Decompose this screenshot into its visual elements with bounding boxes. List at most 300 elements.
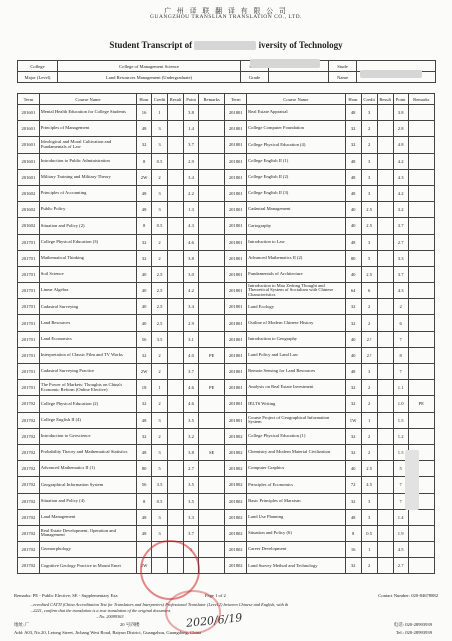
- cell-point: 3.7: [393, 266, 408, 282]
- cell-result: [168, 412, 184, 428]
- cell-term: 201701: [18, 266, 40, 282]
- cell-point: 1.5: [393, 412, 408, 428]
- cell-result: [168, 347, 184, 363]
- cell-term: 201802: [225, 477, 247, 493]
- cell-course-name: Chemistry and Modern Material Civilization: [247, 444, 346, 460]
- cell-credit: 2.!: [361, 331, 377, 347]
- cell-hour: 32: [137, 234, 152, 250]
- cell-credit: 2: [152, 347, 168, 363]
- cell-remarks: [408, 347, 434, 363]
- table-row: [18, 412, 435, 428]
- cell-term: 201601: [18, 169, 40, 185]
- cell-remarks: [408, 525, 434, 541]
- col-header: Course Name: [247, 94, 346, 105]
- cell-term: 201802: [225, 444, 247, 460]
- cell-credit: 3: [152, 121, 168, 137]
- table-row: [18, 266, 435, 282]
- cell-result: [168, 461, 184, 477]
- cell-course-name: College English II (4): [39, 412, 136, 428]
- table-row: [18, 315, 435, 331]
- cell-credit: 2: [361, 558, 377, 574]
- cell-hour: 48: [345, 234, 361, 250]
- cell-credit: 1: [361, 542, 377, 558]
- contact-number: Contact Number: 020-84678882: [378, 593, 438, 598]
- table-row: [18, 364, 435, 380]
- cell-remarks: [198, 461, 224, 477]
- cell-point: 4.6: [184, 234, 199, 250]
- cell-point: 4.3: [393, 283, 408, 299]
- cell-course-name: College Physical Education (4): [247, 137, 346, 153]
- cell-result: [377, 169, 393, 185]
- cell-hour: 48: [137, 444, 152, 460]
- cell-credit: 4.5: [361, 477, 377, 493]
- cell-term: 201801: [225, 169, 247, 185]
- cell-result: [168, 380, 184, 396]
- cell-term: 201801: [225, 250, 247, 266]
- cell-course-name: The Power of Markets: Thoughts on China's Economic Reform (Online Elective): [39, 380, 136, 396]
- cell-credit: 3: [152, 509, 168, 525]
- redaction-block: [250, 59, 320, 68]
- cell-result: [168, 202, 184, 218]
- company-name-cn: 广 州 译 联 翻 译 有 限 公 司: [164, 7, 288, 15]
- cell-remarks: [198, 315, 224, 331]
- cell-result: [377, 542, 393, 558]
- cell-point: 4.6: [184, 380, 199, 396]
- col-header: Credit: [152, 94, 168, 105]
- cell-term: 201701: [18, 299, 40, 315]
- cell-course-name: Interpretation of Classic Film and TV Works: [39, 347, 136, 363]
- remarks-text: Remarks: PE - Public Elective; SE - Supplementary Exa: [14, 593, 118, 598]
- table-row: [18, 461, 435, 477]
- cell-point: 4.2: [393, 185, 408, 201]
- col-header: Hour: [345, 94, 361, 105]
- table-row: [18, 202, 435, 218]
- cell-remarks: [408, 428, 434, 444]
- cell-hour: 40: [137, 266, 152, 282]
- cell-hour: 32: [137, 428, 152, 444]
- certification-line-1: ...ecredited CATTI (China Accreditation Test for Translators and Interpreters) Professional Translator (Level 2) between Chinese and English, with th: [30, 602, 289, 607]
- cell-course-name: Introduction to Mao Zedong Thought and Theoretical System of Socialism with Chinese Characteristics: [247, 283, 346, 299]
- address-cn-tail: 20 号四楼: [120, 622, 140, 627]
- cell-result: [168, 137, 184, 153]
- cell-term: 201702: [18, 428, 40, 444]
- cell-point: 3.5: [184, 412, 199, 428]
- cell-term: 201801: [225, 396, 247, 412]
- major-value: Land Resources Management (Undergraduate): [58, 72, 241, 83]
- cell-hour: 72: [345, 477, 361, 493]
- cell-hour: 2W: [137, 364, 152, 380]
- cell-point: 2.7: [393, 558, 408, 574]
- cell-hour: 32: [137, 396, 152, 412]
- col-header: Point: [184, 94, 199, 105]
- cell-remarks: PE: [198, 380, 224, 396]
- cell-course-name: IELTS Writing: [247, 396, 346, 412]
- table-row: [18, 153, 435, 169]
- cell-credit: 6: [361, 283, 377, 299]
- cell-remarks: [198, 396, 224, 412]
- cell-term: 201702: [18, 412, 40, 428]
- cell-result: [377, 250, 393, 266]
- cell-credit: 2: [152, 234, 168, 250]
- cell-point: 8: [393, 347, 408, 363]
- grade-value: [269, 72, 329, 83]
- cell-course-name: Analysis on Real Estate Investment: [247, 380, 346, 396]
- cell-result: [377, 105, 393, 121]
- cell-credit: 3: [361, 185, 377, 201]
- cell-hour: 40: [137, 283, 152, 299]
- cell-remarks: [198, 218, 224, 234]
- cell-credit: 2: [361, 444, 377, 460]
- cell-course-name: Principles of Economics: [247, 477, 346, 493]
- cell-term: 201701: [18, 347, 40, 363]
- cell-hour: 32: [345, 396, 361, 412]
- cell-term: 201801: [225, 218, 247, 234]
- cell-credit: 3: [152, 202, 168, 218]
- cell-result: [377, 137, 393, 153]
- cell-result: [377, 331, 393, 347]
- cell-term: 201801: [225, 202, 247, 218]
- cell-credit: 2: [152, 396, 168, 412]
- cell-credit: 3: [152, 444, 168, 460]
- cell-remarks: [198, 428, 224, 444]
- cell-point: 5: [393, 461, 408, 477]
- title-left: Student Transcript of: [109, 40, 193, 50]
- cell-credit: 3: [361, 234, 377, 250]
- cell-course-name: Land Survey Method and Technology: [247, 558, 346, 574]
- cell-point: 6: [393, 315, 408, 331]
- cell-term: 201801: [225, 299, 247, 315]
- certification-line-2: ...2221, confirm that the translation is a true translation of the original document.: [30, 608, 171, 613]
- cell-remarks: [198, 542, 224, 558]
- cell-remarks: [408, 169, 434, 185]
- cell-hour: 56: [137, 477, 152, 493]
- cell-term: 201801: [225, 153, 247, 169]
- cell-result: [168, 364, 184, 380]
- cell-remarks: [408, 412, 434, 428]
- cell-course-name: Land Economics: [39, 331, 136, 347]
- cell-credit: 3: [361, 169, 377, 185]
- document-title: [0, 40, 452, 50]
- cell-remarks: [198, 137, 224, 153]
- cell-result: [377, 412, 393, 428]
- col-header: Point: [393, 94, 408, 105]
- cell-course-name: Probability Theory and Mathematical Statistics: [39, 444, 136, 460]
- cell-remarks: [408, 202, 434, 218]
- cell-term: 201802: [225, 461, 247, 477]
- cell-remarks: [408, 218, 434, 234]
- cell-term: 201602: [18, 202, 40, 218]
- cell-hour: 32: [137, 137, 152, 153]
- cell-course-name: Cadastral Surveying Practice: [39, 364, 136, 380]
- cell-term: 201802: [225, 558, 247, 574]
- cell-course-name: Introduction to Public Administration: [39, 153, 136, 169]
- cell-hour: 40: [345, 347, 361, 363]
- cell-term: 201702: [18, 461, 40, 477]
- cell-course-name: Linear Algebra: [39, 283, 136, 299]
- cell-term: 201802: [225, 493, 247, 509]
- cell-term: 201701: [18, 234, 40, 250]
- table-row: [18, 218, 435, 234]
- signature-date: 2020/6/19: [185, 611, 243, 630]
- cell-hour: 48: [137, 121, 152, 137]
- cell-result: [377, 558, 393, 574]
- cell-hour: 8: [345, 525, 361, 541]
- cell-result: [168, 396, 184, 412]
- cell-hour: 32: [137, 347, 152, 363]
- cell-point: 2.7: [393, 234, 408, 250]
- cell-credit: 3: [361, 105, 377, 121]
- cell-term: 201801: [225, 121, 247, 137]
- cell-hour: 48: [345, 185, 361, 201]
- cell-point: 1.4: [184, 121, 199, 137]
- cell-hour: 64: [345, 283, 361, 299]
- table-row: [18, 444, 435, 460]
- cell-result: [377, 525, 393, 541]
- cell-point: 4.0: [184, 347, 199, 363]
- cell-term: 201801: [225, 347, 247, 363]
- cell-hour: 48: [345, 509, 361, 525]
- cell-result: [168, 283, 184, 299]
- cell-result: [377, 121, 393, 137]
- cell-hour: 16: [345, 542, 361, 558]
- cell-term: 201601: [18, 105, 40, 121]
- major-label: Major (Level): [18, 72, 58, 83]
- cell-term: 201701: [18, 380, 40, 396]
- cell-credit: 3: [361, 364, 377, 380]
- cell-hour: 48: [137, 509, 152, 525]
- cell-course-name: College Physical Education (1): [247, 428, 346, 444]
- cell-course-name: Cadastral Surveying: [39, 299, 136, 315]
- cell-result: [168, 218, 184, 234]
- cell-point: 2.9: [184, 315, 199, 331]
- cell-term: 201802: [225, 428, 247, 444]
- cell-hour: 48: [345, 364, 361, 380]
- cell-result: [168, 234, 184, 250]
- table-header-row: [18, 94, 435, 105]
- telephone-cn: 电话: 020-28993939: [393, 622, 432, 627]
- cell-point: 3.4: [184, 169, 199, 185]
- cell-point: 4.6: [184, 396, 199, 412]
- cell-point: 3.7: [184, 525, 199, 541]
- cell-result: [377, 202, 393, 218]
- cell-remarks: PE: [408, 396, 434, 412]
- certification-line-3: ...No. 20099363: [96, 614, 124, 619]
- cell-hour: 32: [345, 137, 361, 153]
- cell-term: 201801: [225, 331, 247, 347]
- table-row: [18, 509, 435, 525]
- cell-term: 201801: [225, 234, 247, 250]
- cell-credit: 0.5: [152, 153, 168, 169]
- cell-course-name: Computer Graphics: [247, 461, 346, 477]
- cell-term: 201701: [18, 364, 40, 380]
- cell-credit: 2.5: [361, 461, 377, 477]
- cell-remarks: [198, 364, 224, 380]
- col-header: Term: [225, 94, 247, 105]
- cell-credit: 0.5: [152, 493, 168, 509]
- cell-hour: 48: [137, 525, 152, 541]
- redaction-block: [360, 70, 422, 78]
- cell-credit: 3.5: [152, 331, 168, 347]
- redaction-block: [194, 41, 256, 50]
- cell-credit: 3.5: [152, 477, 168, 493]
- cell-course-name: Geomorphology: [39, 542, 136, 558]
- cell-remarks: [198, 558, 224, 574]
- cell-hour: 16: [137, 105, 152, 121]
- cell-point: 4.3: [393, 169, 408, 185]
- cell-point: 3.2: [184, 428, 199, 444]
- cell-remarks: [198, 331, 224, 347]
- cell-point: 7: [393, 477, 408, 493]
- cell-remarks: [408, 234, 434, 250]
- redaction-block: [405, 450, 419, 510]
- cell-term: 201802: [225, 525, 247, 541]
- cell-course-name: Real Estate Appraisal: [247, 105, 346, 121]
- cell-credit: 2.5: [152, 266, 168, 282]
- page-number: Page 1 of 2: [205, 593, 226, 598]
- cell-hour: 40: [345, 266, 361, 282]
- cell-credit: 2: [152, 428, 168, 444]
- cell-point: 3.7: [184, 364, 199, 380]
- grade-label: Grade: [241, 72, 269, 83]
- college-label: College: [18, 61, 58, 72]
- cell-term: 201701: [18, 250, 40, 266]
- cell-course-name: Situation and Policy (4): [39, 493, 136, 509]
- col-header: Hour: [137, 94, 152, 105]
- cell-hour: 8: [137, 153, 152, 169]
- cell-remarks: SE: [198, 444, 224, 460]
- cell-result: [168, 185, 184, 201]
- cell-remarks: [408, 542, 434, 558]
- course-table: [17, 93, 435, 574]
- cell-credit: 2.5: [152, 315, 168, 331]
- cell-credit: 2: [152, 364, 168, 380]
- cell-term: 201701: [18, 283, 40, 299]
- cell-remarks: [198, 525, 224, 541]
- cell-course-name: Principles of Management: [39, 121, 136, 137]
- cell-course-name: Basic Principles of Marxism: [247, 493, 346, 509]
- cell-remarks: [198, 234, 224, 250]
- cell-credit: 2.5: [361, 266, 377, 282]
- col-header: Remarks: [198, 94, 224, 105]
- cell-point: 3.5: [184, 493, 199, 509]
- cell-course-name: Remote Sensing for Land Resources: [247, 364, 346, 380]
- cell-hour: 2W: [137, 169, 152, 185]
- cell-hour: 48: [345, 169, 361, 185]
- table-row: [18, 169, 435, 185]
- cell-result: [168, 477, 184, 493]
- cell-point: 4.3: [184, 218, 199, 234]
- cell-course-name: Career Development: [247, 542, 346, 558]
- cell-course-name: Cadastral Management: [247, 202, 346, 218]
- cell-credit: 3: [152, 525, 168, 541]
- cell-remarks: [198, 250, 224, 266]
- cell-credit: 3: [152, 185, 168, 201]
- cell-point: 1: [184, 542, 199, 558]
- name-label: Name: [329, 72, 357, 83]
- cell-result: [168, 428, 184, 444]
- cell-term: 201702: [18, 396, 40, 412]
- cell-term: 201702: [18, 558, 40, 574]
- cell-hour: 32: [345, 299, 361, 315]
- col-header: Result: [168, 94, 184, 105]
- cell-hour: 32: [345, 315, 361, 331]
- cell-course-name: Situation and Policy (2): [39, 218, 136, 234]
- cell-remarks: [408, 315, 434, 331]
- cell-point: 3.2: [393, 202, 408, 218]
- cell-result: [168, 315, 184, 331]
- cell-remarks: [408, 380, 434, 396]
- cell-term: 201801: [225, 137, 247, 153]
- address-en: Add: A03, No.20, Letong Street, Jichang West Road, Baiyun District, Guangzhou, Guangdong, China: [14, 630, 202, 635]
- cell-remarks: [408, 121, 434, 137]
- cell-result: [377, 315, 393, 331]
- cell-remarks: [198, 509, 224, 525]
- cell-hour: 32: [345, 121, 361, 137]
- cell-point: 4.5: [393, 542, 408, 558]
- cell-remarks: [198, 185, 224, 201]
- cell-course-name: Principles of Accounting: [39, 185, 136, 201]
- cell-term: 201801: [225, 283, 247, 299]
- table-row: [18, 347, 435, 363]
- cell-point: 3.1: [184, 331, 199, 347]
- cell-hour: 1W: [345, 412, 361, 428]
- table-row: [18, 250, 435, 266]
- cell-point: 1.0: [393, 396, 408, 412]
- cell-credit: 3: [152, 137, 168, 153]
- table-row: [18, 234, 435, 250]
- cell-term: 201702: [18, 444, 40, 460]
- cell-remarks: [408, 266, 434, 282]
- cell-point: 3.0: [184, 266, 199, 282]
- cell-course-name: Land Use Planning: [247, 509, 346, 525]
- cell-remarks: [408, 509, 434, 525]
- cell-point: 3.4: [184, 299, 199, 315]
- cell-term: 201601: [18, 121, 40, 137]
- cell-credit: 2: [361, 396, 377, 412]
- cell-point: 7: [393, 364, 408, 380]
- cell-credit: 5: [152, 461, 168, 477]
- cell-credit: 3: [361, 153, 377, 169]
- cell-hour: 2W: [137, 558, 152, 574]
- cell-course-name: Land Resources: [39, 315, 136, 331]
- cell-result: [168, 121, 184, 137]
- cell-point: 2.8: [393, 121, 408, 137]
- cell-remarks: [408, 364, 434, 380]
- col-header: Remarks: [408, 94, 434, 105]
- cell-hour: 32: [345, 380, 361, 396]
- cell-hour: 32: [345, 558, 361, 574]
- cell-credit: 2.5: [361, 202, 377, 218]
- cell-point: 3.7: [393, 218, 408, 234]
- cell-result: [377, 380, 393, 396]
- cell-result: [168, 331, 184, 347]
- table-row: [18, 299, 435, 315]
- cell-course-name: College English II (1): [247, 153, 346, 169]
- cell-remarks: [408, 331, 434, 347]
- table-row: [18, 428, 435, 444]
- cell-credit: 2: [361, 137, 377, 153]
- cell-point: 1.2: [393, 428, 408, 444]
- cell-course-name: Situation and Policy (6): [247, 525, 346, 541]
- cell-point: 7: [393, 493, 408, 509]
- cell-term: 201802: [225, 542, 247, 558]
- cell-result: [168, 153, 184, 169]
- cell-hour: 48: [345, 153, 361, 169]
- cell-hour: 48: [137, 202, 152, 218]
- cell-course-name: Outline of Modern Chinese History: [247, 315, 346, 331]
- cell-course-name: College Physical Education (3): [39, 234, 136, 250]
- cell-hour: 8: [137, 218, 152, 234]
